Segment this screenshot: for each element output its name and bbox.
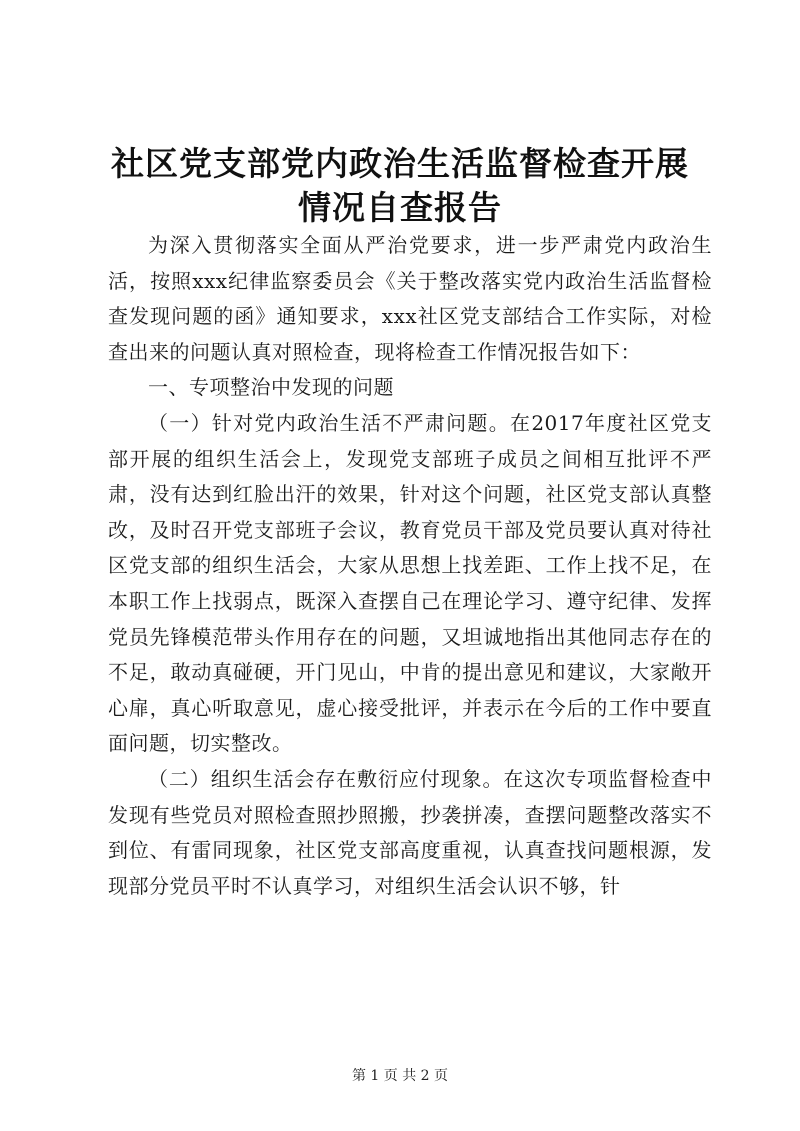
section-heading: 一、专项整治中发现的问题 [148, 375, 394, 400]
page-number-footer: 第 1 页 共 2 页 [351, 1068, 449, 1084]
issue-paragraph-2: （二）组织生活会存在敷衍应付现象。在这次专项监督检查中发现有些党员对照检查照抄照搬，抄袭拼凑，查摆问题整改落实不到位、有雷同现象，社区党支部高度重视，认真查找问题根源，发现部分党员平时不认真学习，对组织生活会认识不够，针 [108, 766, 712, 898]
issue-paragraph-1: （一）针对党内政治生活不严肃问题。在2017年度社区党支部开展的组织生活会上，发现党支部班子成员之间相互批评不严肃，没有达到红脸出汗的效果，针对这个问题，社区党支部认真整改，及时召开党支部班子会议，教育党员干部及党员要认真对待社区党支部的组织生活会，大家从思想上找差距、工作上找不足，在本职工作上找弱点，既深入查摆自己在理论学习、遵守纪律、发挥党员先锋模范带头作用存在的问题，又坦诚地指出其他同志存在的不足，敢动真碰硬，开门见山，中肯的提出意见和建议，大家敞开心扉，真心听取意见，虚心接受批评，并表示在今后的工作中要直面问题，切实整改。 [108, 410, 712, 756]
intro-paragraph: 为深入贯彻落实全面从严治党要求，进一步严肃党内政治生活，按照xxx纪律监察委员会《关于整改落实党内政治生活监督检查发现问题的函》通知要求，xxx社区党支部结合工作实际，对检查出来的问题认真对照检查，现将检查工作情况报告如下： [108, 233, 712, 364]
document-body [108, 228, 712, 904]
document-title: 社区党支部党内政治生活监督检查开展情况自查报告 [111, 144, 689, 227]
